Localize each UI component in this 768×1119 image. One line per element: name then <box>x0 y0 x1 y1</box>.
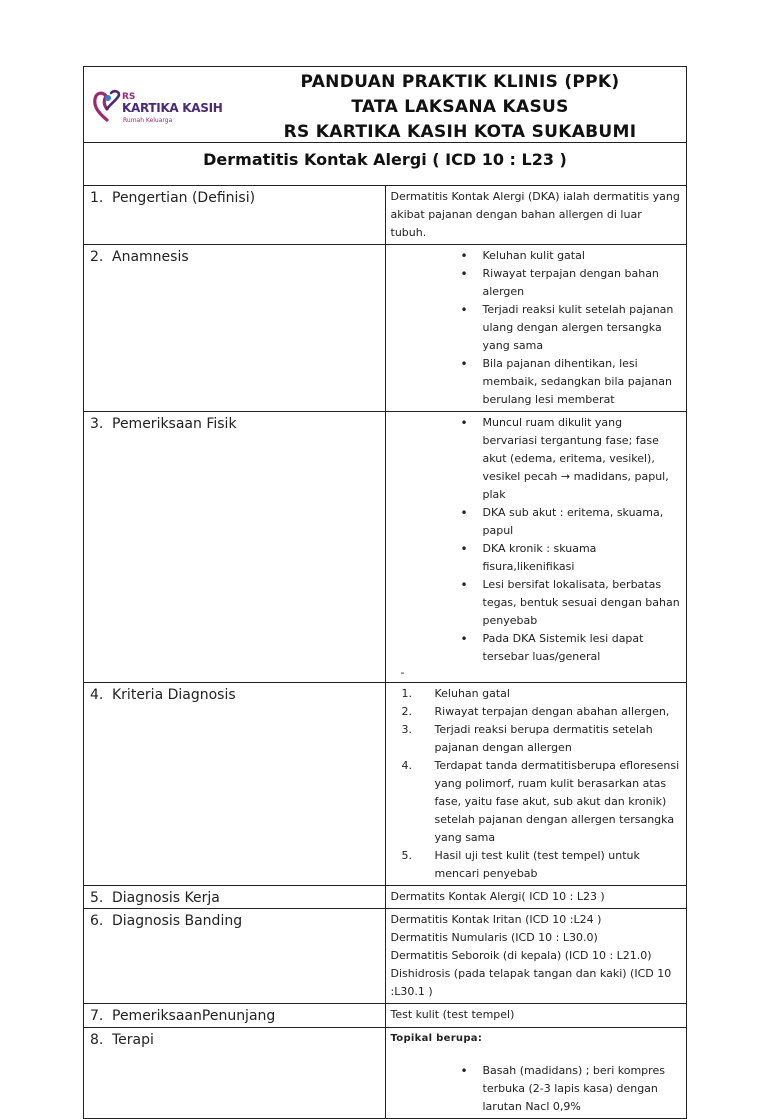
logo-rs-text: RS <box>122 92 136 102</box>
list-item <box>401 685 681 703</box>
row-number: 6. <box>90 913 104 929</box>
label-pengertian <box>84 186 386 245</box>
list-number: 5. <box>401 849 412 862</box>
title-line-3: RS KARTIKA KASIH KOTA SUKABUMI <box>283 122 637 142</box>
list-item-text: Keluhan gatal <box>434 687 510 700</box>
value-pemeriksaan-penunjang: Test kulit (test tempel) <box>385 1004 687 1028</box>
row-label: Anamnesis <box>112 249 189 265</box>
logo-tagline: Rumah Keluarga <box>123 117 173 124</box>
row-anamnesis <box>84 245 687 412</box>
list-item-text: madidans, papul, plak <box>482 470 669 501</box>
logo-name-text: KARTIKA KASIH <box>122 101 223 115</box>
header-cell <box>84 67 687 143</box>
banding-line: Dishidrosis (pada telapak tangan dan kaki) (ICD 10 :L30.1 ) <box>390 967 672 998</box>
list-item-text: Riwayat terpajan dengan abahan allergen, <box>434 705 670 718</box>
list-item: • Lesi bersifat lokalisata, berbatas tegas, bentuk sesuai dengan bahan penyebab <box>483 576 681 630</box>
list-item: • DKA sub akut : eritema, skuama, papul <box>483 504 681 540</box>
title-line-1: PANDUAN PRAKTIK KLINIS (PPK) <box>300 72 620 92</box>
value-diagnosis-banding <box>385 909 687 1004</box>
list-item-text: Muncul ruam dikulit yang bervariasi tergantung fase; fase akut (edema, eritema, vesikel), vesikel pecah <box>482 416 659 483</box>
label-diagnosis-kerja <box>84 886 386 909</box>
list-item-text: Terjadi reaksi berupa dermatitis setelah pajanan dengan allergen <box>434 723 653 754</box>
document-titles <box>234 70 686 145</box>
row-label: Pemeriksaan Fisik <box>112 416 237 432</box>
ppk-document <box>83 66 687 1119</box>
row-number: 5. <box>90 890 104 906</box>
list-item: • Keluhan kulit gatal <box>483 247 681 265</box>
value-kriteria-diagnosis <box>385 683 687 886</box>
label-terapi <box>84 1028 386 1119</box>
value-pemeriksaan-fisik <box>385 412 687 683</box>
row-kriteria-diagnosis <box>84 683 687 886</box>
row-label: Diagnosis Banding <box>112 913 243 929</box>
row-label: Diagnosis Kerja <box>112 890 220 906</box>
banding-line: Dermatitis Kontak Iritan (ICD 10 :L24 ) <box>390 913 602 926</box>
list-item <box>483 414 681 504</box>
list-item: • Basah (madidans) ; beri kompres terbuka (2-3 lapis kasa) dengan larutan Nacl 0,9% <box>483 1062 681 1116</box>
row-diagnosis-kerja <box>84 886 687 909</box>
row-number: 3. <box>90 416 104 432</box>
list-item <box>401 721 681 757</box>
row-pemeriksaan-fisik <box>84 412 687 683</box>
row-label: Kriteria Diagnosis <box>112 687 236 703</box>
list-number: 4. <box>401 759 412 772</box>
banding-line: Dermatitis Seboroik (di kepala) (ICD 10 : L21.0) <box>390 949 652 962</box>
list-item: • DKA kronik : skuama fisura,likenifikasi <box>483 540 681 576</box>
heart-logo-icon <box>92 87 122 123</box>
list-item: • Bila pajanan dihentikan, lesi membaik, sedangkan bila pajanan berulang lesi memberat <box>483 355 681 409</box>
title-line-2: TATA LAKSANA KASUS <box>351 97 569 117</box>
list-item: • Terjadi reaksi kulit setelah pajanan ulang dengan alergen tersangka yang sama <box>483 301 681 355</box>
row-label: Terapi <box>112 1032 154 1048</box>
topic-title: Dermatitis Kontak Alergi ( ICD 10 : L23 ) <box>84 143 687 186</box>
hospital-logo <box>92 87 222 127</box>
label-pemeriksaan-fisik <box>84 412 386 683</box>
list-item <box>401 847 681 883</box>
value-terapi <box>385 1028 687 1119</box>
list-item <box>401 703 681 721</box>
row-number: 1. <box>90 190 104 206</box>
label-kriteria-diagnosis <box>84 683 386 886</box>
row-number: 8. <box>90 1032 104 1048</box>
list-number: 1. <box>401 687 412 700</box>
label-diagnosis-banding <box>84 909 386 1004</box>
list-item <box>401 757 681 847</box>
dash-mark: - <box>400 666 405 679</box>
row-diagnosis-banding <box>84 909 687 1004</box>
banding-line: Dermatitis Numularis (ICD 10 : L30.0) <box>390 931 598 944</box>
row-number: 4. <box>90 687 104 703</box>
list-item: • Pada DKA Sistemik lesi dapat tersebar luas/general <box>483 630 681 666</box>
arrow-right-icon: → <box>560 470 571 483</box>
row-label: Pengertian (Definisi) <box>112 190 256 206</box>
list-item-text: Hasil uji test kulit (test tempel) untuk mencari penyebab <box>434 849 640 880</box>
row-number: 2. <box>90 249 104 265</box>
row-terapi <box>84 1028 687 1119</box>
label-anamnesis <box>84 245 386 412</box>
list-item-text: Terdapat tanda dermatitisberupa efloresensi yang polimorf, ruam kulit berasarkan atas fase, yaitu fase akut, sub akut dan kronik) setelah pajanan dengan allergen tersangka yang sama <box>434 759 680 844</box>
value-anamnesis <box>385 245 687 412</box>
ppk-table <box>83 66 687 1119</box>
list-number: 3. <box>401 723 412 736</box>
value-pengertian: Dermatitis Kontak Alergi (DKA) ialah dermatitis yang akibat pajanan dengan bahan allergen di luar tubuh. <box>385 186 687 245</box>
list-item: • Riwayat terpajan dengan bahan alergen <box>483 265 681 301</box>
row-pengertian <box>84 186 687 245</box>
row-number: 7. <box>90 1008 104 1024</box>
list-number: 2. <box>401 705 412 718</box>
row-label: PemeriksaanPenunjang <box>112 1008 276 1024</box>
terapi-heading: Topikal berupa: <box>390 1033 483 1044</box>
value-diagnosis-kerja: Dermatits Kontak Alergi( ICD 10 : L23 ) <box>385 886 687 909</box>
